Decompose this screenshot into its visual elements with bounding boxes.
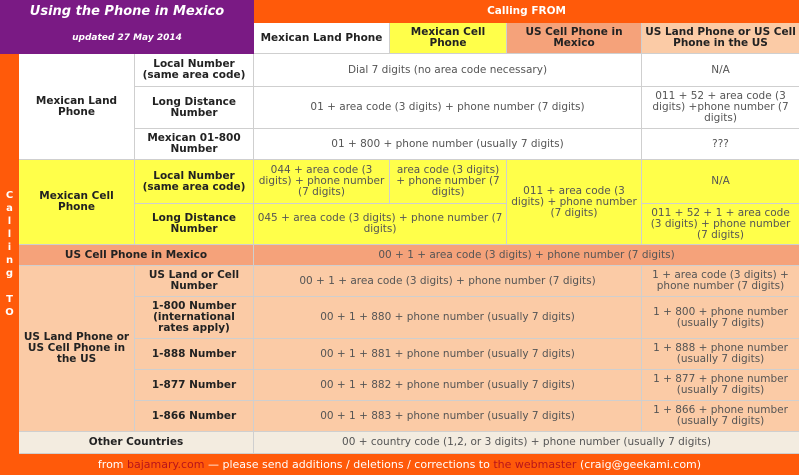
- col-header-us-cell-mx: US Cell Phone in Mexico: [507, 23, 642, 54]
- row-label: 1-800 Number (international rates apply): [135, 297, 254, 339]
- table-cell: 01 + 800 + phone number (usually 7 digits): [254, 129, 642, 160]
- col-header-mx-land: Mexican Land Phone: [254, 23, 390, 54]
- table-cell: 00 + 1 + 880 + phone number (usually 7 digits): [254, 297, 642, 339]
- footer-from: from: [97, 458, 124, 471]
- table-cell: 011 + 52 + area code (3 digits) +phone number (7 digits): [642, 87, 799, 129]
- table-cell: Dial 7 digits (no area code necessary): [254, 54, 642, 87]
- table-cell: area code (3 digits) + phone number (7 digits): [390, 160, 507, 204]
- table-cell: 00 + 1 + area code (3 digits) + phone number (7 digits): [254, 245, 799, 266]
- table-cell: 1 + 866 + phone number (usually 7 digits): [642, 401, 799, 432]
- table-cell: 00 + country code (1,2, or 3 digits) + phone number (usually 7 digits): [254, 432, 799, 454]
- calling-to-vertical-text: C a l l i n g T O: [5, 189, 14, 318]
- row-label: 1-877 Number: [135, 370, 254, 401]
- calling-to-label: [1, 54, 19, 454]
- table-cell: 045 + area code (3 digits) + phone number (7 digits): [254, 204, 507, 245]
- footer-middle: — please send additions / deletions / corrections to: [207, 458, 490, 471]
- table-cell: 00 + 1 + 881 + phone number (usually 7 digits): [254, 339, 642, 370]
- row-label: Long Distance Number: [135, 87, 254, 129]
- table-cell: 00 + 1 + area code (3 digits) + phone number (7 digits): [254, 266, 642, 297]
- group-mx-land: Mexican Land Phone: [19, 54, 135, 160]
- group-other: Other Countries: [19, 432, 254, 454]
- table-cell: 01 + area code (3 digits) + phone number (7 digits): [254, 87, 642, 129]
- page-title: Using the Phone in Mexico: [1, 1, 254, 23]
- row-label: Local Number (same area code): [135, 160, 254, 204]
- table-cell: 1 + 800 + phone number (usually 7 digits): [642, 297, 799, 339]
- updated-date: updated 27 May 2014: [1, 23, 254, 54]
- table-cell: 1 + 877 + phone number (usually 7 digits): [642, 370, 799, 401]
- group-us-land: US Land Phone or US Cell Phone in the US: [19, 266, 135, 432]
- webmaster-link[interactable]: the webmaster: [493, 458, 577, 471]
- table-cell: 011 + 52 + 1 + area code (3 digits) + phone number (7 digits): [642, 204, 799, 245]
- table-cell: 1 + area code (3 digits) + phone number (7 digits): [642, 266, 799, 297]
- row-label: 1-888 Number: [135, 339, 254, 370]
- col-header-mx-cell: Mexican Cell Phone: [390, 23, 507, 54]
- calling-from-header: Calling FROM: [254, 1, 799, 23]
- footer: [0, 454, 799, 475]
- table-cell: 1 + 888 + phone number (usually 7 digits): [642, 339, 799, 370]
- group-mx-cell: Mexican Cell Phone: [19, 160, 135, 245]
- table-cell: 00 + 1 + 882 + phone number (usually 7 digits): [254, 370, 642, 401]
- row-label: 1-866 Number: [135, 401, 254, 432]
- row-label: Mexican 01-800 Number: [135, 129, 254, 160]
- table-cell: N/A: [642, 160, 799, 204]
- group-us-cell-mx: US Cell Phone in Mexico: [19, 245, 254, 266]
- table-cell: 044 + area code (3 digits) + phone number (7 digits): [254, 160, 390, 204]
- col-header-us-land: US Land Phone or US Cell Phone in the US: [642, 23, 799, 54]
- table-cell: N/A: [642, 54, 799, 87]
- row-label: Long Distance Number: [135, 204, 254, 245]
- table-cell: ???: [642, 129, 799, 160]
- site-link[interactable]: bajamary.com: [127, 458, 205, 471]
- table-cell: 011 + area code (3 digits) + phone number (7 digits): [507, 160, 642, 245]
- table-cell: 00 + 1 + 883 + phone number (usually 7 digits): [254, 401, 642, 432]
- footer-email: (craig@geekami.com): [579, 458, 702, 471]
- row-label: Local Number (same area code): [135, 54, 254, 87]
- row-label: US Land or Cell Number: [135, 266, 254, 297]
